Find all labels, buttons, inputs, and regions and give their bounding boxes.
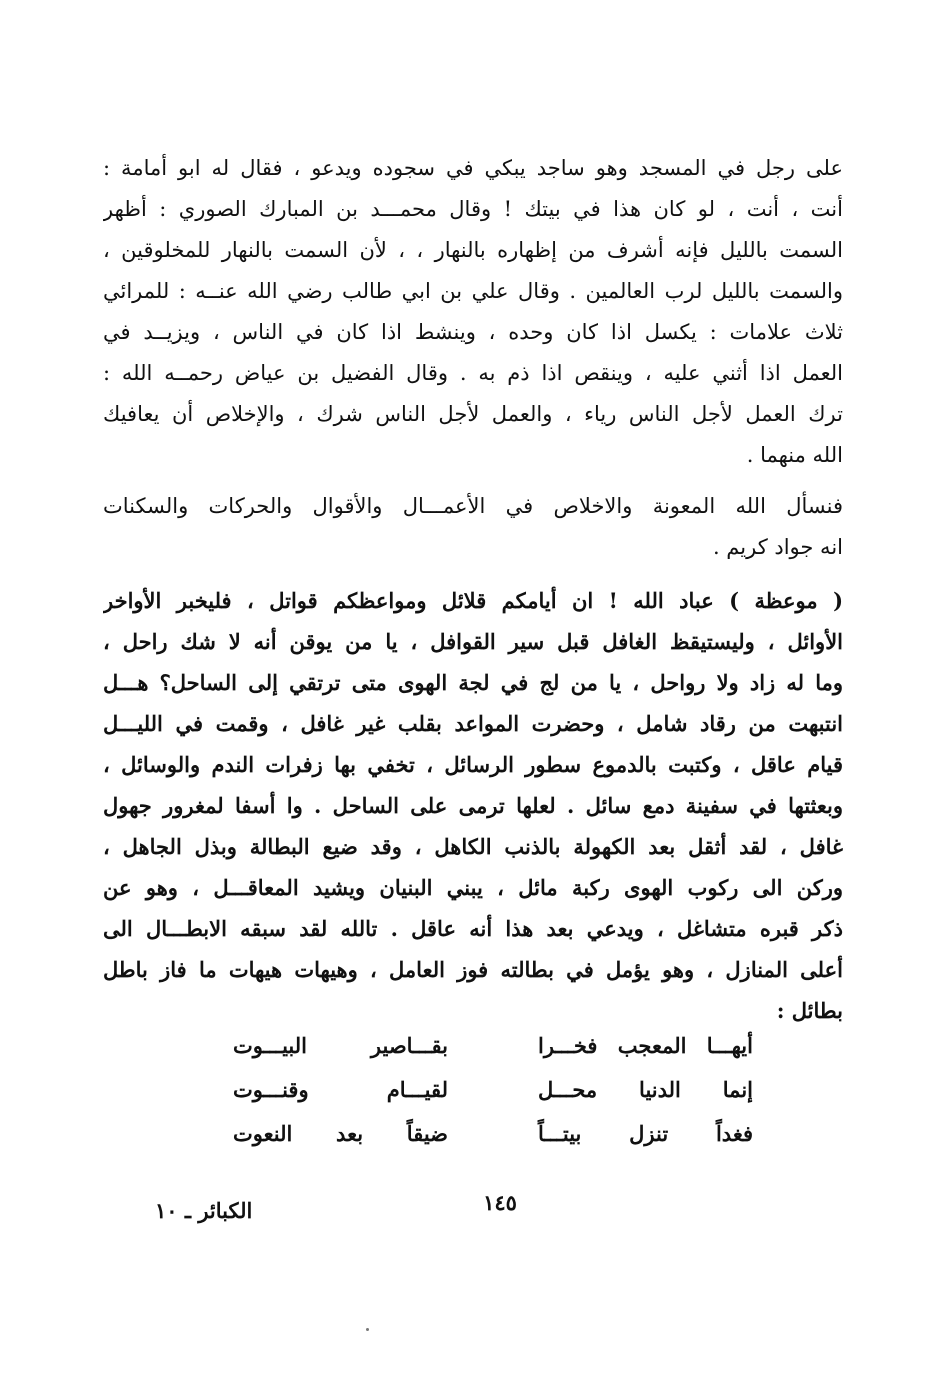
poem-second-hemistich: بقـــاصير البيـــوت — [233, 1033, 448, 1058]
paragraph-1 — [103, 148, 843, 476]
text-line: وركن الى ركوب الهوى ركبة مائل ، يبني البنيان ويشيد المعاقـــل ، وهو عن — [103, 875, 843, 900]
page-number: ١٤٥ — [483, 1190, 517, 1215]
poem — [233, 1024, 753, 1156]
poem-second-hemistich: ضيقاً بعد النعوت — [233, 1121, 448, 1146]
text-line: قيام عاقل ، وكتبت بالدموع سطور الرسائل ، تخفي بها زفرات الندم والوسائل ، — [103, 752, 843, 777]
text-line: ( موعظة ) عباد الله ! ان أيامكم قلائل ومواعظكم قواتل ، فليخبر الأواخر — [103, 588, 843, 613]
text-line: بطائل : — [776, 998, 843, 1023]
paragraph-3 — [103, 580, 843, 1031]
poem-verse — [233, 1068, 753, 1112]
scan-speck — [366, 1328, 369, 1331]
page-footer — [0, 1190, 931, 1226]
poem-second-hemistich: لقيـــام وقنـــوت — [233, 1077, 448, 1102]
text-line: أنت ، أنت ، لو كان هذا في بيتك ! وقال محمـــد بن المبارك الصوري : أظهر — [103, 197, 843, 221]
text-line: وبعثتها في سفينة دمع سائل . لعلها ترمى على الساحل . وا أسفا لمغرور جهول — [103, 793, 843, 818]
text-line: السمت بالليل فإنه أشرف من إظهاره بالنهار ، ، لأن السمت بالنهار للمخلوقين ، — [103, 238, 843, 262]
text-line: انه جواد كريم . — [712, 535, 843, 559]
poem-verse — [233, 1024, 753, 1068]
text-line: على رجل في المسجد وهو ساجد يبكي في سجوده ويدعو ، فقال له ابو أمامة : — [103, 156, 843, 180]
text-line: غافل ، لقد أثقل بعد الكهولة بالذنب الكاهل ، وقد ضيع البطالة وبذل الجاهل ، — [103, 834, 843, 859]
text-line: الأوائل ، وليستيقظ الغافل قبل سير القوافل ، يا من يوقن أنه لا شك راحل ، — [103, 629, 843, 654]
text-line: وما له زاد ولا رواحل ، يا من لج في لجة الهوى متى ترتقي إلى الساحل؟ هـــل — [103, 670, 843, 695]
text-line: ترك العمل لأجل الناس رياء ، والعمل لأجل الناس شرك ، والإخلاص أن يعافيك — [103, 402, 843, 426]
poem-first-hemistich: إنما الدنيا محـــل — [538, 1077, 753, 1102]
text-line: الله منهما . — [746, 443, 843, 467]
poem-first-hemistich: أيهـــا المعجب فخـــرا — [538, 1033, 753, 1058]
poem-verse — [233, 1112, 753, 1156]
paragraph-2 — [103, 486, 843, 568]
text-line: أعلى المنازل ، وهو يؤمل في بطالته فوز العامل ، وهيهات هيهات ما فاز باطل — [103, 957, 843, 982]
book-signature: الكبائر ـ ١٠ — [155, 1198, 253, 1223]
text-line: انتبهت من رقاد شامل ، وحضرت المواعد بقلب غير غافل ، وقمت في الليـــل — [103, 711, 843, 736]
text-line: ذكر قبره متشاغل ، ويدعي بعد هذا أنه عاقل . تالله لقد سبقه الابطـــال الى — [103, 916, 843, 941]
text-line: العمل اذا أثني عليه ، وينقص اذا ذم به . وقال الفضيل بن عياض رحمــه الله : — [103, 361, 843, 385]
text-line: والسمت بالليل لرب العالمين . وقال علي بن ابي طالب رضي الله عنــه : للمرائي — [103, 279, 843, 303]
text-line: ثلاث علامات : يكسل اذا كان وحده ، وينشط اذا كان في الناس ، ويزيــد في — [103, 320, 843, 344]
text-line: فنسأل الله المعونة والاخلاص في الأعمـــال والأقوال والحركات والسكنات — [103, 494, 843, 518]
poem-first-hemistich: فغداً تنزل بيتـــاً — [538, 1121, 753, 1146]
